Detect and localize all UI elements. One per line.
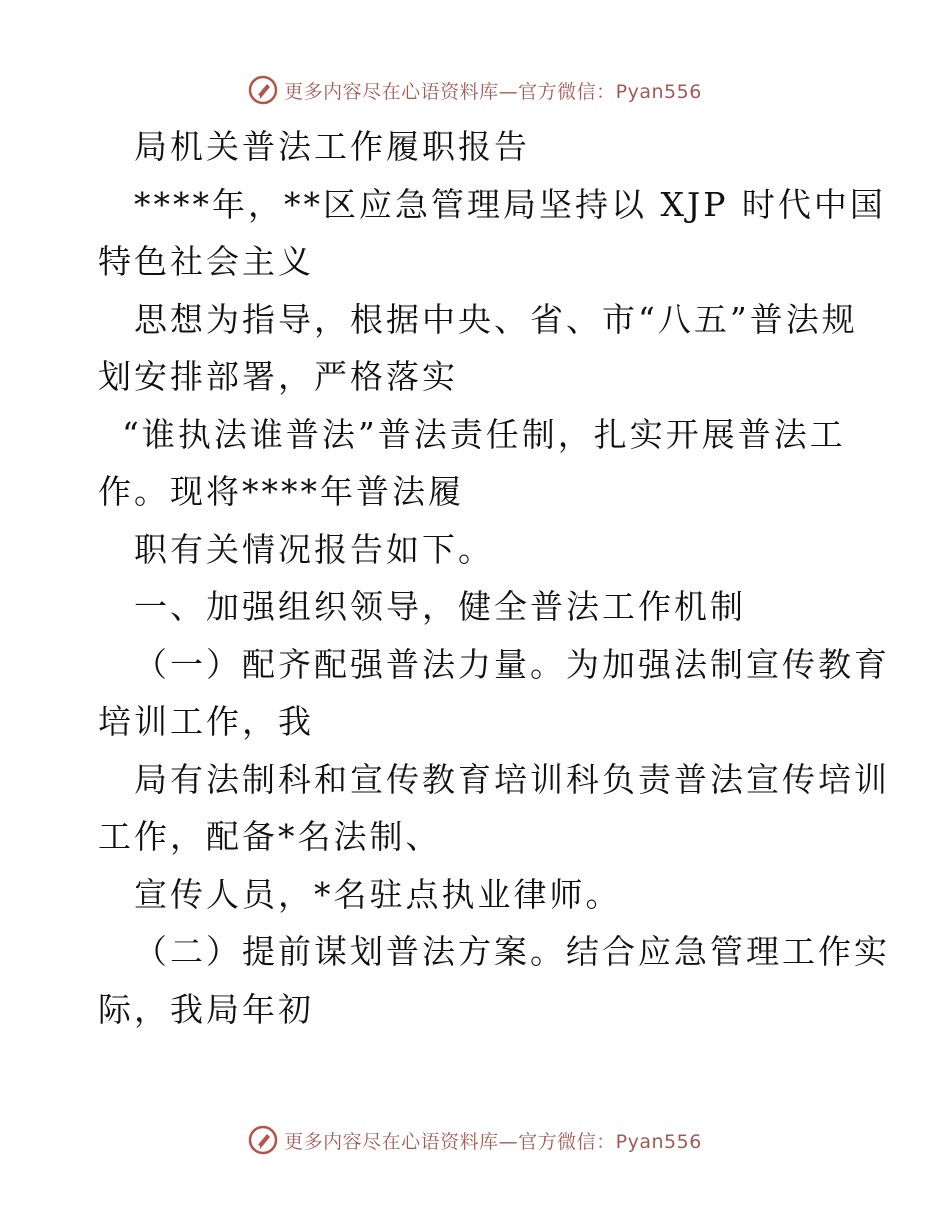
banner-text: 更多内容尽在心语资料库—官方微信：Pyan556: [284, 80, 702, 103]
pen-nib-logo-icon: [248, 1125, 278, 1155]
paragraph-line: 划安排部署，严格落实: [98, 357, 458, 396]
paragraph-line: 作。现将****年普法履: [98, 472, 464, 511]
section-heading: 一、加强组织领导，健全普法工作机制: [134, 587, 746, 626]
paragraph-line: ****年，**区应急管理局坚持以 XJP 时代中国: [134, 184, 886, 224]
paragraph-line: 思想为指导，根据中央、省、市“八五”普法规: [134, 299, 858, 339]
paragraph-line: 局有法制科和宣传教育培训科负责普法宣传培训: [134, 759, 890, 799]
paragraph-line: 际，我局年初: [98, 989, 314, 1029]
paragraph-line: 宣传人员，*名驻点执业律师。: [134, 874, 622, 914]
paragraph-line: 培训工作，我: [98, 702, 314, 741]
paragraph-line: 职有关情况报告如下。: [134, 529, 494, 569]
document-title: 局机关普法工作履职报告: [134, 127, 530, 166]
paragraph-line: 特色社会主义: [98, 242, 314, 281]
document-body: [98, 118, 890, 1038]
footer-banner: [0, 1120, 950, 1160]
banner-text: 更多内容尽在心语资料库—官方微信：Pyan556: [284, 1130, 702, 1153]
header-banner: [0, 70, 950, 110]
subsection-heading: （二）提前谋划普法方案。结合应急管理工作实: [134, 932, 890, 971]
pen-nib-logo-icon: [248, 75, 278, 105]
subsection-heading: （一）配齐配强普法力量。为加强法制宣传教育: [134, 644, 890, 684]
paragraph-line: “谁执法谁普法”普法责任制，扎实开展普法工: [122, 414, 846, 454]
paragraph-line: 工作，配备*名法制、: [98, 817, 442, 856]
